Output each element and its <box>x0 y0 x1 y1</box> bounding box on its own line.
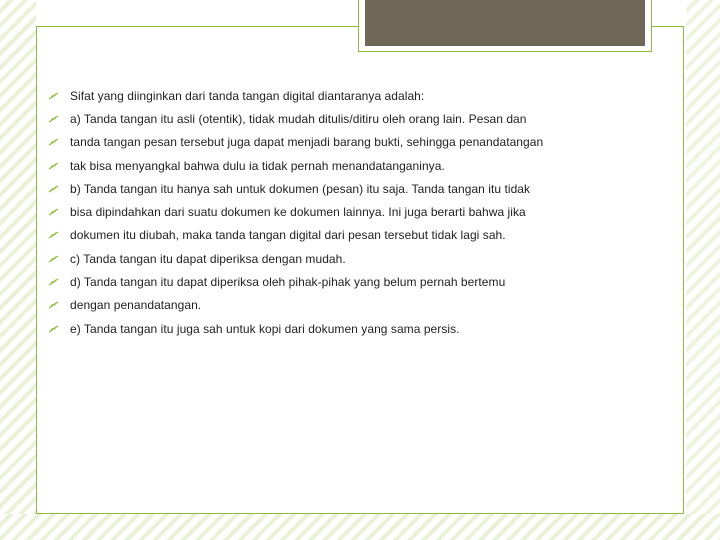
decorative-stripe-bottom <box>0 514 720 540</box>
bullet-text: dokumen itu diubah, maka tanda tangan digital dari pesan tersebut tidak lagi sah. <box>70 228 506 243</box>
leaf-bullet-icon <box>48 184 60 194</box>
bullet-item <box>48 270 668 293</box>
decorative-stripe-right <box>686 0 720 540</box>
bullet-item <box>48 224 668 247</box>
decorative-stripe-left <box>0 0 36 540</box>
bullet-text: tak bisa menyangkal bahwa dulu ia tidak pernah menandatanganinya. <box>70 158 445 173</box>
bullet-text: c) Tanda tangan itu dapat diperiksa dengan mudah. <box>70 251 346 266</box>
title-placeholder-frame <box>358 0 652 52</box>
bullet-text: dengan penandatangan. <box>70 298 202 313</box>
leaf-bullet-icon <box>48 324 60 334</box>
bullet-text: a) Tanda tangan itu asli (otentik), tidak mudah ditulis/ditiru oleh orang lain. Pesan dan <box>70 111 527 126</box>
bullet-list <box>48 84 668 340</box>
title-placeholder <box>365 0 645 46</box>
bullet-text: b) Tanda tangan itu hanya sah untuk dokumen (pesan) itu saja. Tanda tangan itu tidak <box>70 181 531 196</box>
leaf-bullet-icon <box>48 277 60 287</box>
leaf-bullet-icon <box>48 254 60 264</box>
leaf-bullet-icon <box>48 161 60 171</box>
bullet-item <box>48 200 668 223</box>
bullet-text: tanda tangan pesan tersebut juga dapat menjadi barang bukti, sehingga penandatangan <box>70 135 544 150</box>
bullet-item <box>48 154 668 177</box>
leaf-bullet-icon <box>48 137 60 147</box>
bullet-item <box>48 131 668 154</box>
bullet-item <box>48 294 668 317</box>
bullet-item <box>48 247 668 270</box>
leaf-bullet-icon <box>48 114 60 124</box>
bullet-text: bisa dipindahkan dari suatu dokumen ke dokumen lainnya. Ini juga berarti bahwa jika <box>70 205 526 220</box>
bullet-item <box>48 84 668 107</box>
bullet-item <box>48 107 668 130</box>
leaf-bullet-icon <box>48 230 60 240</box>
bullet-item <box>48 177 668 200</box>
leaf-bullet-icon <box>48 300 60 310</box>
leaf-bullet-icon <box>48 91 60 101</box>
bullet-text: Sifat yang diinginkan dari tanda tangan digital diantaranya adalah: <box>70 88 425 103</box>
bullet-text: d) Tanda tangan itu dapat diperiksa oleh pihak-pihak yang belum pernah bertemu <box>70 275 506 290</box>
leaf-bullet-icon <box>48 207 60 217</box>
bullet-text: e) Tanda tangan itu juga sah untuk kopi dari dokumen yang sama persis. <box>70 321 460 336</box>
bullet-item <box>48 317 668 340</box>
